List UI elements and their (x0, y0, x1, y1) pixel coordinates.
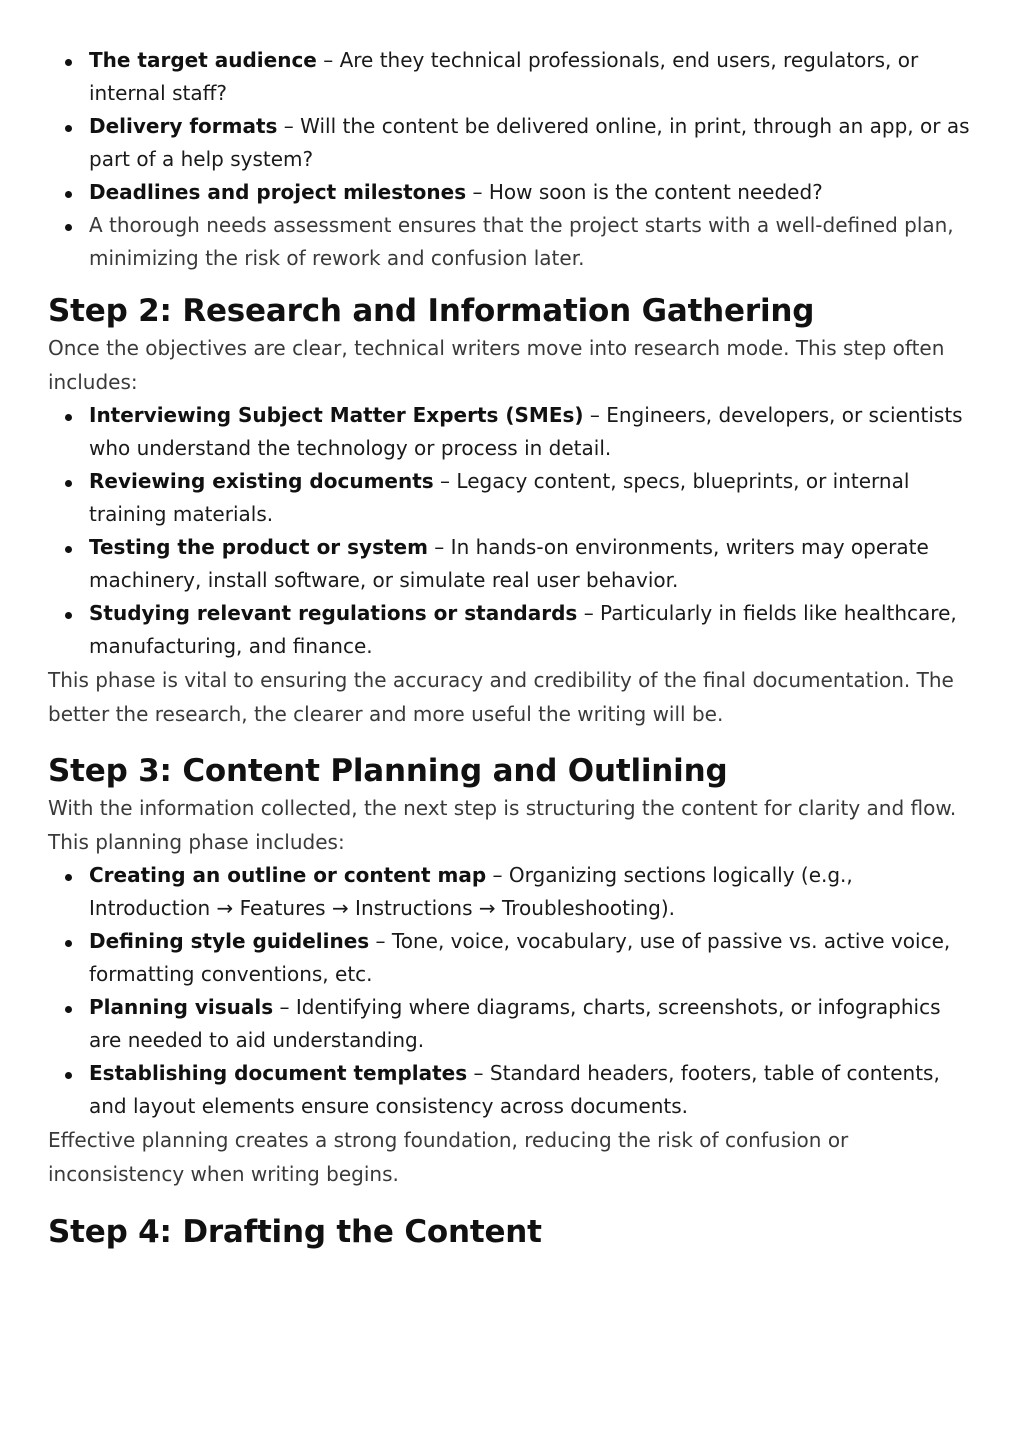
list-item (48, 399, 978, 465)
section-heading-step-4: Step 4: Drafting the Content (48, 1214, 542, 1250)
list-item (48, 176, 978, 209)
list-item-term: Creating an outline or content map (89, 863, 487, 887)
document-page (48, 44, 978, 1252)
list-item-text: A thorough needs assessment ensures that the project starts with a well-defined plan, minimizing the risk of rework and confusion later. (89, 213, 954, 270)
section-heading-step-3: Step 3: Content Planning and Outlining (48, 753, 728, 789)
section-closing-paragraph: Effective planning creates a strong foundation, reducing the risk of confusion or inconsistency when writing begins. (48, 1128, 849, 1186)
list-item (48, 1057, 978, 1123)
list-item (48, 209, 978, 275)
list-item-term: Studying relevant regulations or standards (89, 601, 578, 625)
list-item-term: Testing the product or system (89, 535, 428, 559)
planning-activities-list (48, 859, 978, 1123)
list-item (48, 465, 978, 531)
list-item-text: – Standard headers, footers, table of contents, and layout elements ensure consistency across documents. (89, 1061, 940, 1118)
list-item-term: Planning visuals (89, 995, 274, 1019)
list-item (48, 991, 978, 1057)
list-item-term: Establishing document templates (89, 1061, 468, 1085)
list-item-text: – Will the content be delivered online, in print, through an app, or as part of a help system? (89, 114, 970, 171)
list-item-term: The target audience (89, 48, 317, 72)
list-item (48, 44, 978, 110)
list-item-text: – Identifying where diagrams, charts, screenshots, or infographics are needed to aid understanding. (89, 995, 941, 1052)
list-item-term: Interviewing Subject Matter Experts (SMEs) (89, 403, 584, 427)
section-intro-paragraph: Once the objectives are clear, technical writers move into research mode. This step often includes: (48, 336, 945, 394)
list-item-text: – Are they technical professionals, end users, regulators, or internal staff? (89, 48, 919, 105)
list-item (48, 925, 978, 991)
list-item (48, 110, 978, 176)
list-item (48, 859, 978, 925)
list-item-term: Reviewing existing documents (89, 469, 434, 493)
list-item-text: – Engineers, developers, or scientists who understand the technology or process in detail. (89, 403, 963, 460)
list-item-text: – How soon is the content needed? (466, 180, 823, 204)
section-heading-step-2: Step 2: Research and Information Gathering (48, 293, 815, 329)
list-item (48, 531, 978, 597)
list-item-text: – Legacy content, specs, blueprints, or internal training materials. (89, 469, 910, 526)
research-activities-list (48, 399, 978, 663)
section-intro-paragraph: With the information collected, the next step is structuring the content for clarity and flow. This planning phase includes: (48, 796, 957, 854)
list-item-term: Defining style guidelines (89, 929, 370, 953)
list-item-text: – Tone, voice, vocabulary, use of passive vs. active voice, formatting conventions, etc. (89, 929, 951, 986)
needs-assessment-list (48, 44, 978, 275)
list-item (48, 597, 978, 663)
list-item-text: – In hands-on environments, writers may operate machinery, install software, or simulate real user behavior. (89, 535, 929, 592)
list-item-term: Delivery formats (89, 114, 278, 138)
list-item-text: – Particularly in fields like healthcare, manufacturing, and finance. (89, 601, 957, 658)
list-item-term: Deadlines and project milestones (89, 180, 467, 204)
section-closing-paragraph: This phase is vital to ensuring the accuracy and credibility of the final documentation. The better the research, the clearer and more useful the writing will be. (48, 668, 954, 726)
list-item-text: – Organizing sections logically (e.g., Introduction → Features → Instructions → Troubleshooting). (89, 863, 853, 920)
